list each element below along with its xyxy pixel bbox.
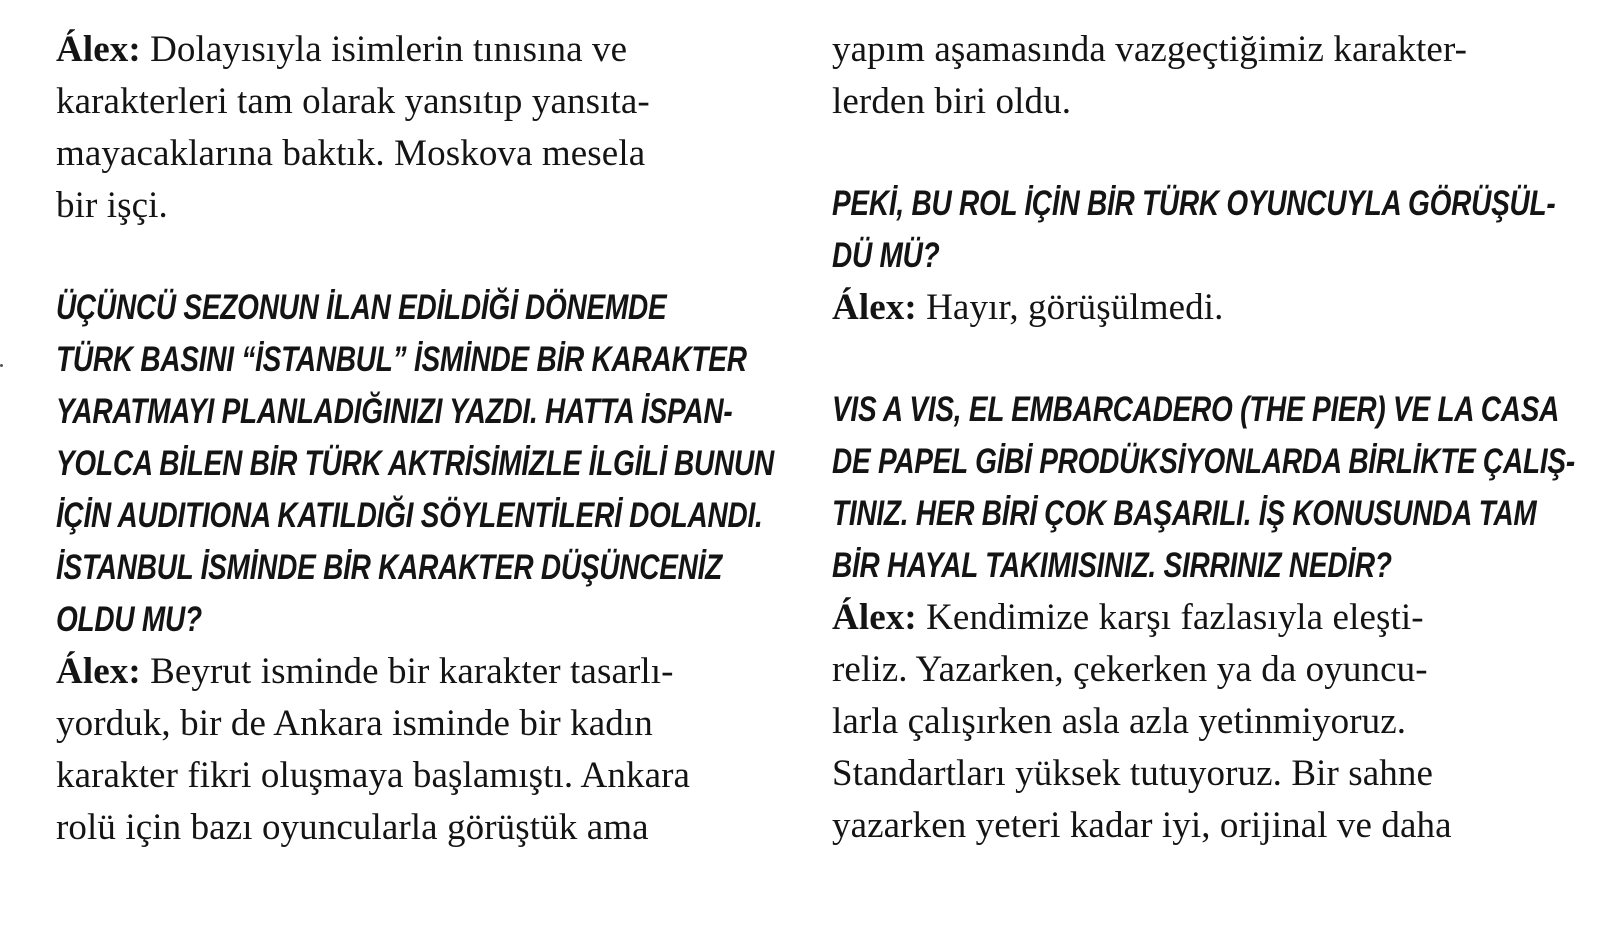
answer-line: karakterleri tam olarak yansıtıp yansıta-: [56, 81, 650, 122]
paragraph-gap: [56, 232, 776, 282]
question-line: İÇİN AUDITIONA KATILDIĞI SÖYLENTİLERİ DOLANDI.: [56, 496, 763, 535]
speaker-label: Álex:: [832, 597, 917, 638]
question-block-2: [832, 178, 1572, 282]
right-column: [832, 24, 1575, 852]
question-line: TINIZ. HER BİRİ ÇOK BAŞARILI. İŞ KONUSUNDA TAM: [832, 494, 1537, 533]
answer-line: larla çalışırken asla azla yetinmiyoruz.: [832, 701, 1407, 742]
question-block-3: [832, 384, 1575, 592]
answer-line: lerden biri oldu.: [832, 81, 1072, 122]
answer-line: yapım aşamasında vazgeçtiğimiz karakter-: [832, 29, 1468, 70]
answer-block-2: [56, 646, 776, 854]
answer-line: bir işçi.: [56, 185, 168, 226]
answer-line: rolü için bazı oyuncularla görüştük ama: [56, 807, 649, 848]
question-block-1: [56, 282, 776, 646]
question-line: İSTANBUL İSMİNDE BİR KARAKTER DÜŞÜNCENİZ: [56, 548, 723, 587]
answer-line: mayacaklarına baktık. Moskova mesela: [56, 133, 646, 174]
question-line: BİR HAYAL TAKIMISINIZ. SIRRINIZ NEDİR?: [832, 546, 1392, 585]
page-edge-mark: [0, 364, 3, 367]
question-line: TÜRK BASINI “İSTANBUL” İSMİNDE BİR KARAKTER: [56, 340, 747, 379]
speaker-label: Álex:: [56, 651, 141, 692]
paragraph-gap: [832, 128, 1572, 178]
question-line: VIS A VIS, EL EMBARCADERO (THE PIER) VE LA CASA: [832, 390, 1560, 429]
question-line: DE PAPEL GİBİ PRODÜKSİYONLARDA BİRLİKTE ÇALIŞ-: [832, 442, 1575, 481]
answer-line: Álex: Kendimize karşı fazlasıyla eleşti-: [832, 597, 1424, 638]
question-line: YARATMAYI PLANLADIĞINIZI YAZDI. HATTA İSPAN-: [56, 392, 733, 431]
answer-line: reliz. Yazarken, çekerken ya da oyuncu-: [832, 649, 1428, 690]
left-column: [56, 24, 776, 854]
answer-block-3: [832, 282, 1572, 334]
answer-block-4: [832, 592, 1572, 852]
question-line: DÜ MÜ?: [832, 236, 940, 275]
answer-line: Álex: Dolayısıyla isimlerin tınısına ve: [56, 29, 628, 70]
answer-line: karakter fikri oluşmaya başlamıştı. Ankara: [56, 755, 691, 796]
answer-line: yazarken yeteri kadar iyi, orijinal ve daha: [832, 805, 1452, 846]
question-line: ÜÇÜNCÜ SEZONUN İLAN EDİLDİĞİ DÖNEMDE: [56, 288, 667, 327]
paragraph-gap: [832, 334, 1572, 384]
speaker-label: Álex:: [832, 287, 917, 328]
answer-block-1: [56, 24, 776, 232]
answer-line: yorduk, bir de Ankara isminde bir kadın: [56, 703, 653, 744]
answer-line: Standartları yüksek tutuyoruz. Bir sahne: [832, 753, 1434, 794]
question-line: PEKİ, BU ROL İÇİN BİR TÜRK OYUNCUYLA GÖRÜŞÜL-: [832, 184, 1556, 223]
answer-line: Álex: Hayır, görüşülmedi.: [832, 287, 1224, 328]
question-line: OLDU MU?: [56, 600, 202, 639]
speaker-label: Álex:: [56, 29, 141, 70]
question-line: YOLCA BİLEN BİR TÜRK AKTRİSİMİZLE İLGİLİ BUNUN: [56, 444, 774, 483]
continuation-block: [832, 24, 1572, 128]
answer-line: Álex: Beyrut isminde bir karakter tasarlı-: [56, 651, 674, 692]
